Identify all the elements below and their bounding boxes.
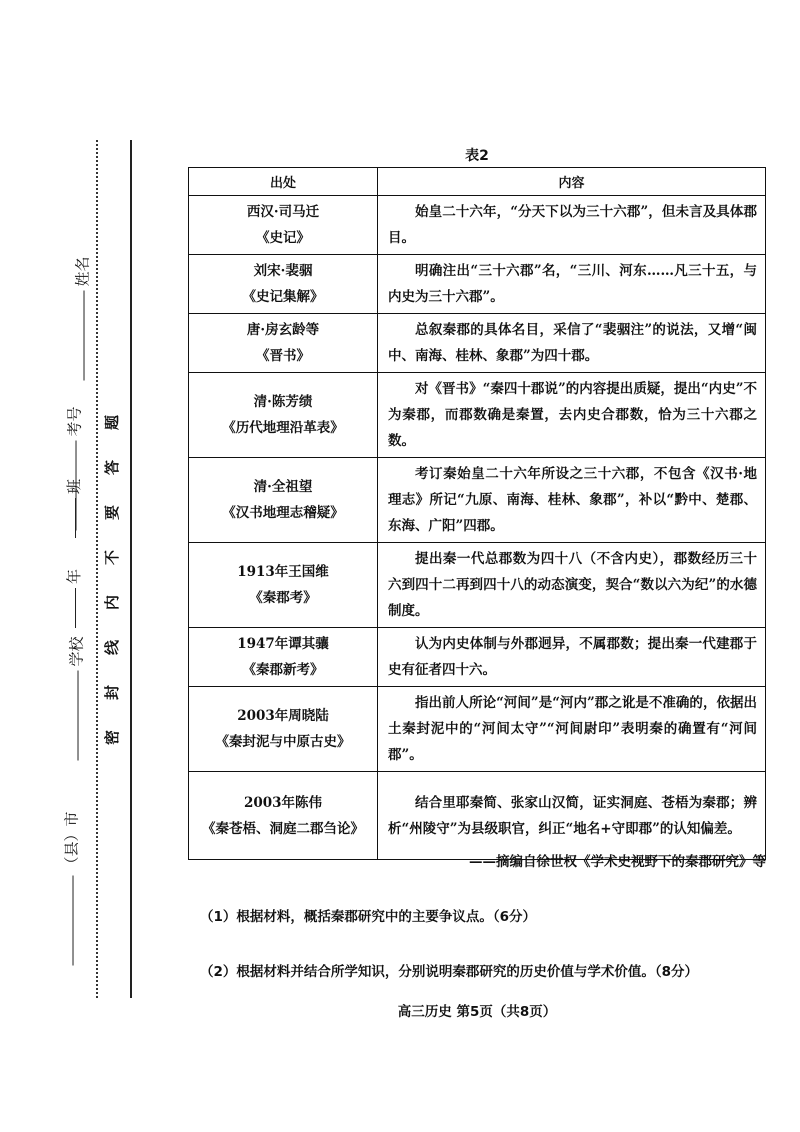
- source-cell: [189, 772, 378, 860]
- content-cell: 指出前人所论“河间”是“河内”郡之讹是不准确的，依据出土秦封泥中的“河间太守”“河间尉印”表明秦的确置有“河间郡”。: [378, 687, 766, 772]
- table-row: [189, 772, 766, 860]
- source-author: 2003年周晓陆: [237, 708, 329, 724]
- source-author: 2003年陈伟: [243, 794, 323, 811]
- source-title: 《史记集解》: [242, 289, 324, 305]
- seal-char: 内: [103, 594, 122, 611]
- table-row: [189, 314, 766, 373]
- name-field: [72, 256, 93, 384]
- content-cell: 始皇二十六年，“分天下以为三十六郡”，但未言及具体郡目。: [378, 196, 766, 255]
- county-label: （县）市: [62, 811, 81, 872]
- table-row: [189, 255, 766, 314]
- sources-table: [188, 167, 766, 860]
- source-author: 刘宋·裴骃: [253, 263, 313, 279]
- header-content: 内容: [378, 168, 766, 196]
- source-author: 1913年王国维: [237, 564, 329, 580]
- source-citation: ——摘编自徐世权《学术史视野下的秦郡研究》等: [469, 854, 766, 870]
- content-cell: 总叙秦郡的具体名目，采信了“裴骃注”的说法，又增“闽中、南海、桂林、象郡”为四十郡。: [378, 314, 766, 373]
- seal-char: 线: [103, 639, 122, 656]
- table-row: [189, 543, 766, 628]
- source-author: 唐·房玄龄等: [246, 322, 320, 338]
- table-row: [189, 458, 766, 543]
- source-author: 1947年谭其骧: [237, 636, 329, 652]
- source-cell: [189, 196, 378, 255]
- content-cell: 对《晋书》“秦四十郡说”的内容提出质疑，提出“内史”不为秦郡，而郡数确是秦置，去内史合郡数，恰为三十六郡之数。: [378, 373, 766, 458]
- source-title: 《秦郡考》: [249, 590, 317, 606]
- source-title: 《汉书地理志稽疑》: [222, 505, 344, 521]
- source-cell: [189, 458, 378, 543]
- binding-margin: [0, 0, 140, 1132]
- class-field: [63, 479, 84, 542]
- seal-char: 不: [103, 549, 122, 566]
- table-row: [189, 373, 766, 458]
- source-title: 《秦苍梧、洞庭二郡刍论》: [202, 820, 364, 837]
- table-row: [189, 628, 766, 687]
- source-cell: [189, 628, 378, 687]
- content-cell: 提出秦一代总郡数为四十八（不含内史），郡数经历三十六到四十二再到四十八的动态演变，契合“数以六为纪”的水德制度。: [378, 543, 766, 628]
- content-cell: 考订秦始皇二十六年所设之三十六郡，不包含《汉书·地理志》所记“九原、南海、桂林、象郡”，补以“黔中、楚郡、东海、广阳”四郡。: [378, 458, 766, 543]
- question-1: （1）根据材料，概括秦郡研究中的主要争议点。（6分）: [200, 909, 537, 925]
- school-field: [66, 636, 87, 764]
- table-header-row: [189, 168, 766, 196]
- table-row: [189, 196, 766, 255]
- source-cell: [189, 314, 378, 373]
- seal-char: 题: [103, 414, 122, 431]
- source-title: 《秦郡新考》: [242, 662, 324, 678]
- source-title: 《历代地理沿革表》: [222, 420, 344, 436]
- seal-line-notice: [98, 400, 128, 760]
- page-footer: 高三历史 第5页（共8页）: [397, 1004, 557, 1020]
- source-title: 《秦封泥与中原古史》: [215, 734, 351, 750]
- name-label: 姓名: [73, 256, 92, 287]
- table-caption: 表2: [465, 148, 489, 164]
- seal-char: 要: [103, 504, 122, 521]
- source-title: 《史记》: [256, 230, 310, 246]
- content-cell: 认为内史体制与外郡迥异，不属郡数；提出秦一代建郡于史有征者四十六。: [378, 628, 766, 687]
- seal-char: 密: [103, 729, 122, 746]
- grade-field: [63, 569, 84, 632]
- source-title: 《晋书》: [256, 348, 310, 364]
- source-author: 西汉·司马迁: [246, 204, 320, 220]
- grade-label: 年: [65, 568, 84, 585]
- content-cell: 结合里耶秦简、张家山汉简，证实洞庭、苍梧为秦郡；辨析“州陵守”为县级职官，纠正“地名+守即郡”的认知偏差。: [378, 772, 766, 860]
- table-row: [189, 687, 766, 772]
- seal-char: 封: [103, 684, 122, 701]
- source-author: 清·陈芳绩: [253, 394, 313, 410]
- source-cell: [189, 373, 378, 458]
- exam-no-label: 考号: [65, 406, 84, 437]
- source-cell: [189, 687, 378, 772]
- class-label: 班: [65, 478, 84, 495]
- header-source: 出处: [189, 168, 378, 196]
- question-2: （2）根据材料并结合所学知识，分别说明秦郡研究的历史价值与学术价值。（8分）: [200, 964, 699, 980]
- content-cell: 明确注出“三十六郡”名，“三川、河东……凡三十五，与内史为三十六郡”。: [378, 255, 766, 314]
- county-field: [61, 811, 82, 969]
- seal-char: 答: [103, 459, 122, 476]
- source-cell: [189, 255, 378, 314]
- source-author: 清·全祖望: [253, 479, 313, 495]
- school-label: 学校: [67, 636, 86, 667]
- source-cell: [189, 543, 378, 628]
- solid-binding-line: [130, 140, 132, 998]
